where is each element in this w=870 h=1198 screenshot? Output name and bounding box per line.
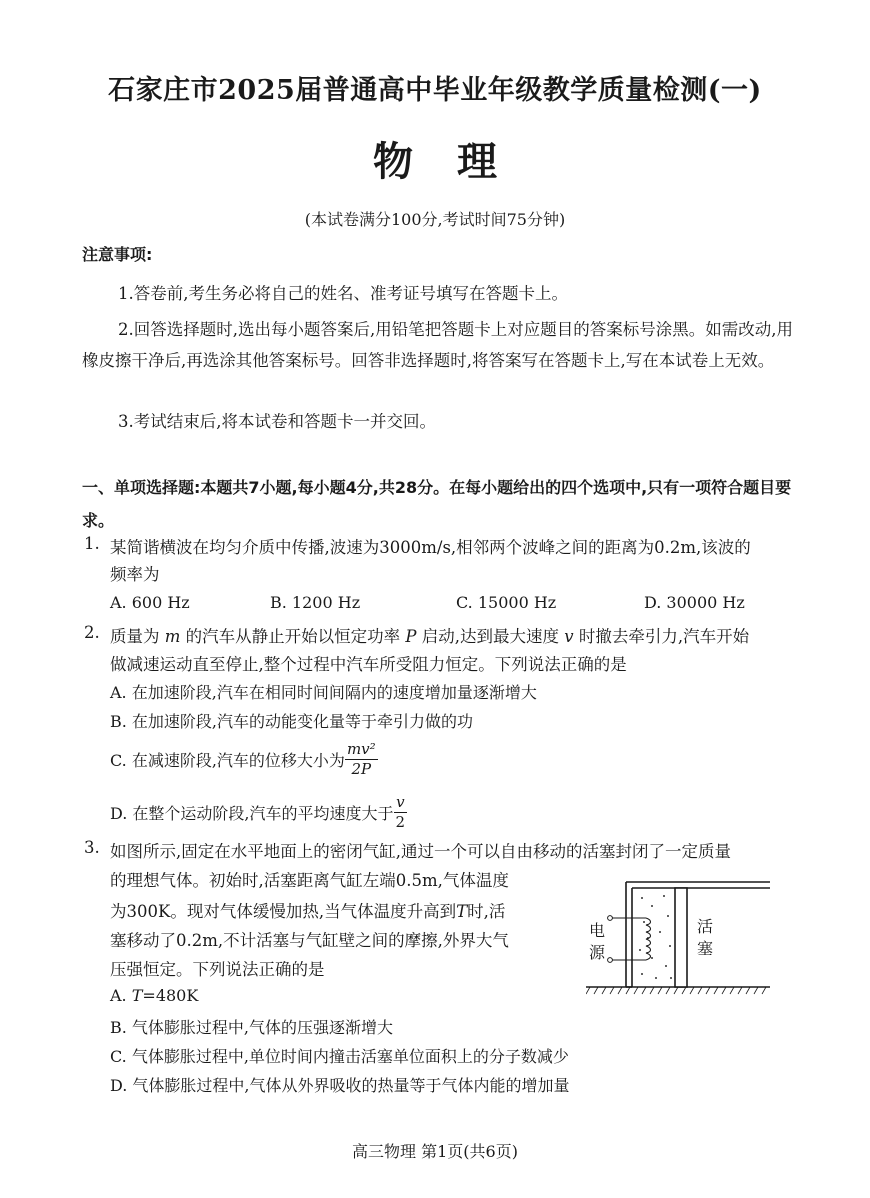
q3-stem-line5: 压强恒定。下列说法正确的是: [110, 960, 325, 979]
power-supply-label: 电源: [588, 921, 605, 962]
page-footer: 高三物理 第1页(共6页): [352, 1142, 518, 1161]
var-m: m: [164, 627, 181, 646]
subject-title: 物理: [373, 138, 541, 185]
var-T: T: [456, 902, 468, 921]
q3-stem-line3: 为300K。现对气体缓慢加热,当气体温度升高到T时,活: [110, 902, 506, 921]
exam-title: 石家庄市2025届普通高中毕业年级教学质量检测(一): [108, 75, 762, 106]
q2-option-a: A. 在加速阶段,汽车在相同时间间隔内的速度增加量逐渐增大: [110, 683, 537, 702]
q1-option-d: D. 30000 Hz: [644, 593, 745, 612]
q2-number: 2.: [84, 623, 100, 642]
fraction-v-over-2: $\frac{v}{2}$: [395, 793, 406, 831]
q1-number: 1.: [84, 534, 100, 553]
q3-stem-line4: 塞移动了0.2m,不计活塞与气缸壁之间的摩擦,外界大气: [110, 931, 509, 950]
q1-option-a: A. 600 Hz: [110, 593, 190, 612]
notice-item-2: 2.回答选择题时,选出每小题答案后,用铅笔把答题卡上对应题目的答案标号涂黑。如需改动,用橡皮擦干净后,再选涂其他答案标号。回答非选择题时,将答案写在答题卡上,写在本试卷上无效。: [82, 320, 793, 370]
q1-option-b: B. 1200 Hz: [270, 593, 361, 612]
q1-stem-line2: 频率为: [110, 565, 160, 584]
q3-option-a: A. T=480K: [110, 986, 199, 1005]
q1-stem-line1: 某简谐横波在均匀介质中传播,波速为3000m/s,相邻两个波峰之间的距离为0.2m,该波的: [110, 538, 751, 557]
q2-stem-line2: 做减速运动直至停止,整个过程中汽车所受阻力恒定。下列说法正确的是: [110, 655, 627, 674]
q2-option-d: D. 在整个运动阶段,汽车的平均速度大于 $\frac{v}{2}$: [110, 793, 406, 831]
piston-label: 活塞: [696, 917, 713, 958]
notice-heading: 注意事项:: [82, 245, 153, 264]
q1-option-c: C. 15000 Hz: [456, 593, 557, 612]
q3-option-d: D. 气体膨胀过程中,气体从外界吸收的热量等于气体内能的增加量: [110, 1076, 570, 1095]
q3-stem-line1: 如图所示,固定在水平地面上的密闭气缸,通过一个可以自由移动的活塞封闭了一定质量: [110, 842, 731, 861]
var-P: P: [405, 627, 417, 646]
notice-item-1: 1.答卷前,考生务必将自己的姓名、准考证号填写在答题卡上。: [118, 284, 568, 303]
q3-option-c: C. 气体膨胀过程中,单位时间内撞击活塞单位面积上的分子数减少: [110, 1047, 569, 1066]
q3-option-b: B. 气体膨胀过程中,气体的压强逐渐增大: [110, 1018, 394, 1037]
section-heading: 一、单项选择题:本题共7小题,每小题4分,共28分。在每小题给出的四个选项中,只有一项符合题目要求。: [82, 478, 792, 530]
exam-meta: (本试卷满分100分,考试时间75分钟): [304, 210, 566, 229]
q3-number: 3.: [84, 838, 100, 857]
q2-option-c: C. 在减速阶段,汽车的位移大小为 $\frac{\text{mv²}}{2P}$: [110, 740, 376, 778]
q3-stem-line2: 的理想气体。初始时,活塞距离气缸左端0.5m,气体温度: [110, 871, 509, 890]
q2-stem-line1: 质量为 m 的汽车从静止开始以恒定功率 P 启动,达到最大速度 v 时撤去牵引力,汽车开始: [110, 627, 750, 646]
q2-option-b: B. 在加速阶段,汽车的动能变化量等于牵引力做的功: [110, 712, 474, 731]
fraction-mv2-over-2P: $\frac{\text{mv²}}{2P}$: [346, 740, 376, 778]
notice-item-3: 3.考试结束后,将本试卷和答题卡一并交回。: [118, 412, 436, 431]
cylinder-figure: [586, 876, 770, 998]
var-v: v: [564, 627, 574, 646]
cylinder-diagram: [586, 876, 770, 998]
